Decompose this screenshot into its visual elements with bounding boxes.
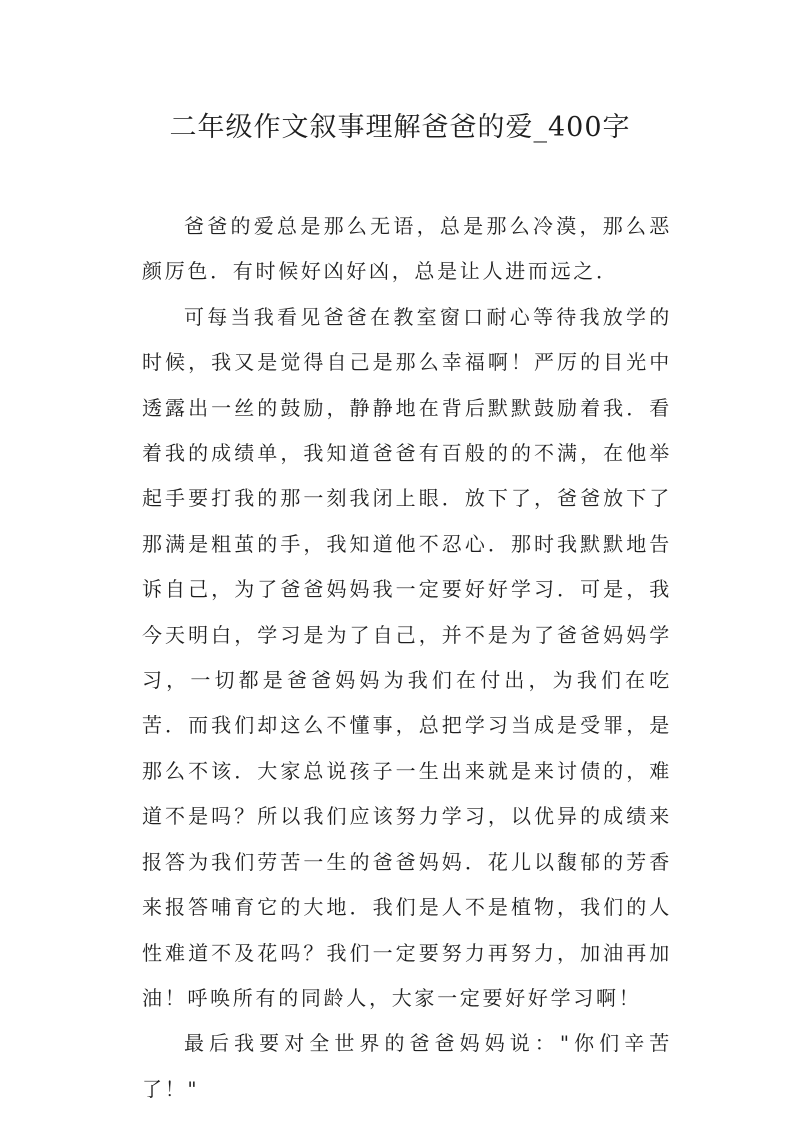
paragraph-2: 可每当我看见爸爸在教室窗口耐心等待我放学的时候，我又是觉得自己是那么幸福啊！严厉的目光中透露出一丝的鼓励，静静地在背后默默鼓励着我．看着我的成绩单，我知道爸爸有百般的的不满，在他举起手要打我的那一刻我闭上眼．放下了，爸爸放下了那满是粗茧的手，我知道他不忍心．那时我默默地告诉自己，为了爸爸妈妈我一定要好好学习．可是，我今天明白，学习是为了自己，并不是为了爸爸妈妈学习，一切都是爸爸妈妈为我们在付出，为我们在吃苦．而我们却这么不懂事，总把学习当成是受罪，是那么不该．大家总说孩子一生出来就是来讨债的，难道不是吗？所以我们应该努力学习，以优异的成绩来报答为我们劳苦一生的爸爸妈妈．花儿以馥郁的芳香来报答哺育它的大地．我们是人不是植物，我们的人性难道不及花吗？我们一定要努力再努力，加油再加油！呼唤所有的同龄人，大家一定要好好学习啊！: [142, 304, 672, 1010]
document-body: [142, 204, 672, 1112]
document-title: 二年级作文叙事理解爸爸的爱_400字: [169, 112, 631, 143]
paragraph-3: 最后我要对全世界的爸爸妈妈说："你们辛苦了！": [142, 1031, 672, 1101]
paragraph-1: 爸爸的爱总是那么无语，总是那么冷漠，那么恶颜厉色．有时候好凶好凶，总是让人进而远之．: [142, 214, 672, 284]
